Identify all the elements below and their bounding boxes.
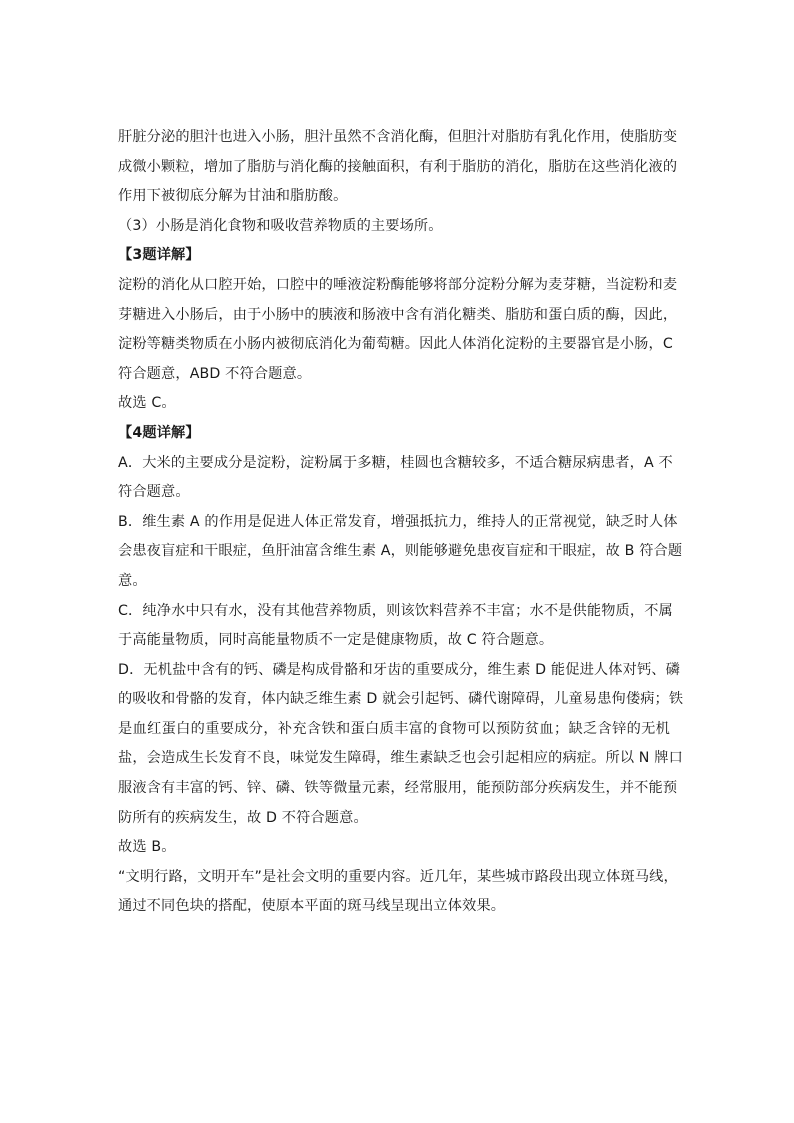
text-line: 符合题意，ABD 不符合题意。 (118, 365, 312, 382)
text-line: 的吸收和骨骼的发育，体内缺乏维生素 D 就会引起钙、磷代谢障碍，儿童易患佝偻病；铁 (118, 691, 684, 708)
section-heading-q4: 【4题详解】 (118, 424, 200, 441)
answer-line: 故选 C。 (118, 395, 176, 412)
text-line: “文明行路，文明开车”是社会文明的重要内容。近几年，某些城市路段出现立体斑马线， (118, 868, 678, 885)
text-line: 意。 (118, 572, 147, 589)
text-line: 肝脏分泌的胆汁也进入小肠，胆汁虽然不含消化酶，但胆汁对脂肪有乳化作用，使脂肪变 (118, 129, 678, 145)
text-line: 通过不同色块的搭配，使原本平面的斑马线呈现出立体效果。 (118, 898, 506, 915)
answer-line: 故选 B。 (118, 839, 176, 856)
text-line: （3）小肠是消化食物和吸收营养物质的主要场所。 (118, 217, 443, 234)
text-line: 是血红蛋白的重要成分，补充含铁和蛋白质丰富的食物可以预防贫血；缺乏含锌的无机 (118, 720, 670, 737)
text-line: 芽糖进入小肠后，由于小肠中的胰液和肠液中含有消化糖类、脂肪和蛋白质的酶，因此， (118, 306, 678, 323)
text-line: 服液含有丰富的钙、锌、磷、铁等微量元素，经常服用，能预防部分疾病发生，并不能预 (118, 780, 678, 797)
option-a-line: A．大米的主要成分是淀粉，淀粉属于多糖，桂圆也含糖较多，不适合糖尿病患者，A 不 (118, 454, 673, 471)
document-body (118, 123, 684, 922)
section-heading-q3: 【3题详解】 (118, 247, 200, 264)
text-line: 于高能量物质，同时高能量物质不一定是健康物质，故 C 符合题意。 (118, 632, 554, 649)
option-c-line: C．纯净水中只有水，没有其他营养物质，则该饮料营养不丰富；水不是供能物质，不属 (118, 602, 673, 619)
option-b-line: B．维生素 A 的作用是促进人体正常发育，增强抵抗力，维持人的正常视觉，缺乏时人体 (118, 513, 678, 530)
text-line: 会患夜盲症和干眼症，鱼肝油富含维生素 A，则能够避免患夜盲症和干眼症，故 B 符合题 (118, 543, 683, 560)
text-line: 淀粉的消化从口腔开始，口腔中的唾液淀粉酶能够将部分淀粉分解为麦芽糖，当淀粉和麦 (118, 276, 678, 293)
option-d-line: D．无机盐中含有的钙、磷是构成骨骼和牙齿的重要成分，维生素 D 能促进人体对钙、磷 (118, 661, 680, 678)
text-line: 盐，会造成生长发育不良，味觉发生障碍，维生素缺乏也会引起相应的病症。所以 N 牌口 (118, 750, 683, 767)
text-line: 作用下被彻底分解为甘油和脂肪酸。 (118, 188, 348, 205)
text-line: 符合题意。 (118, 484, 190, 501)
text-line: 成微小颗粒，增加了脂肪与消化酶的接触面积，有利于脂肪的消化，脂肪在这些消化液的 (118, 158, 678, 175)
text-line: 淀粉等糖类物质在小肠内被彻底消化为葡萄糖。因此人体消化淀粉的主要器官是小肠，C (118, 336, 673, 353)
text-line: 防所有的疾病发生，故 D 不符合题意。 (118, 809, 368, 826)
